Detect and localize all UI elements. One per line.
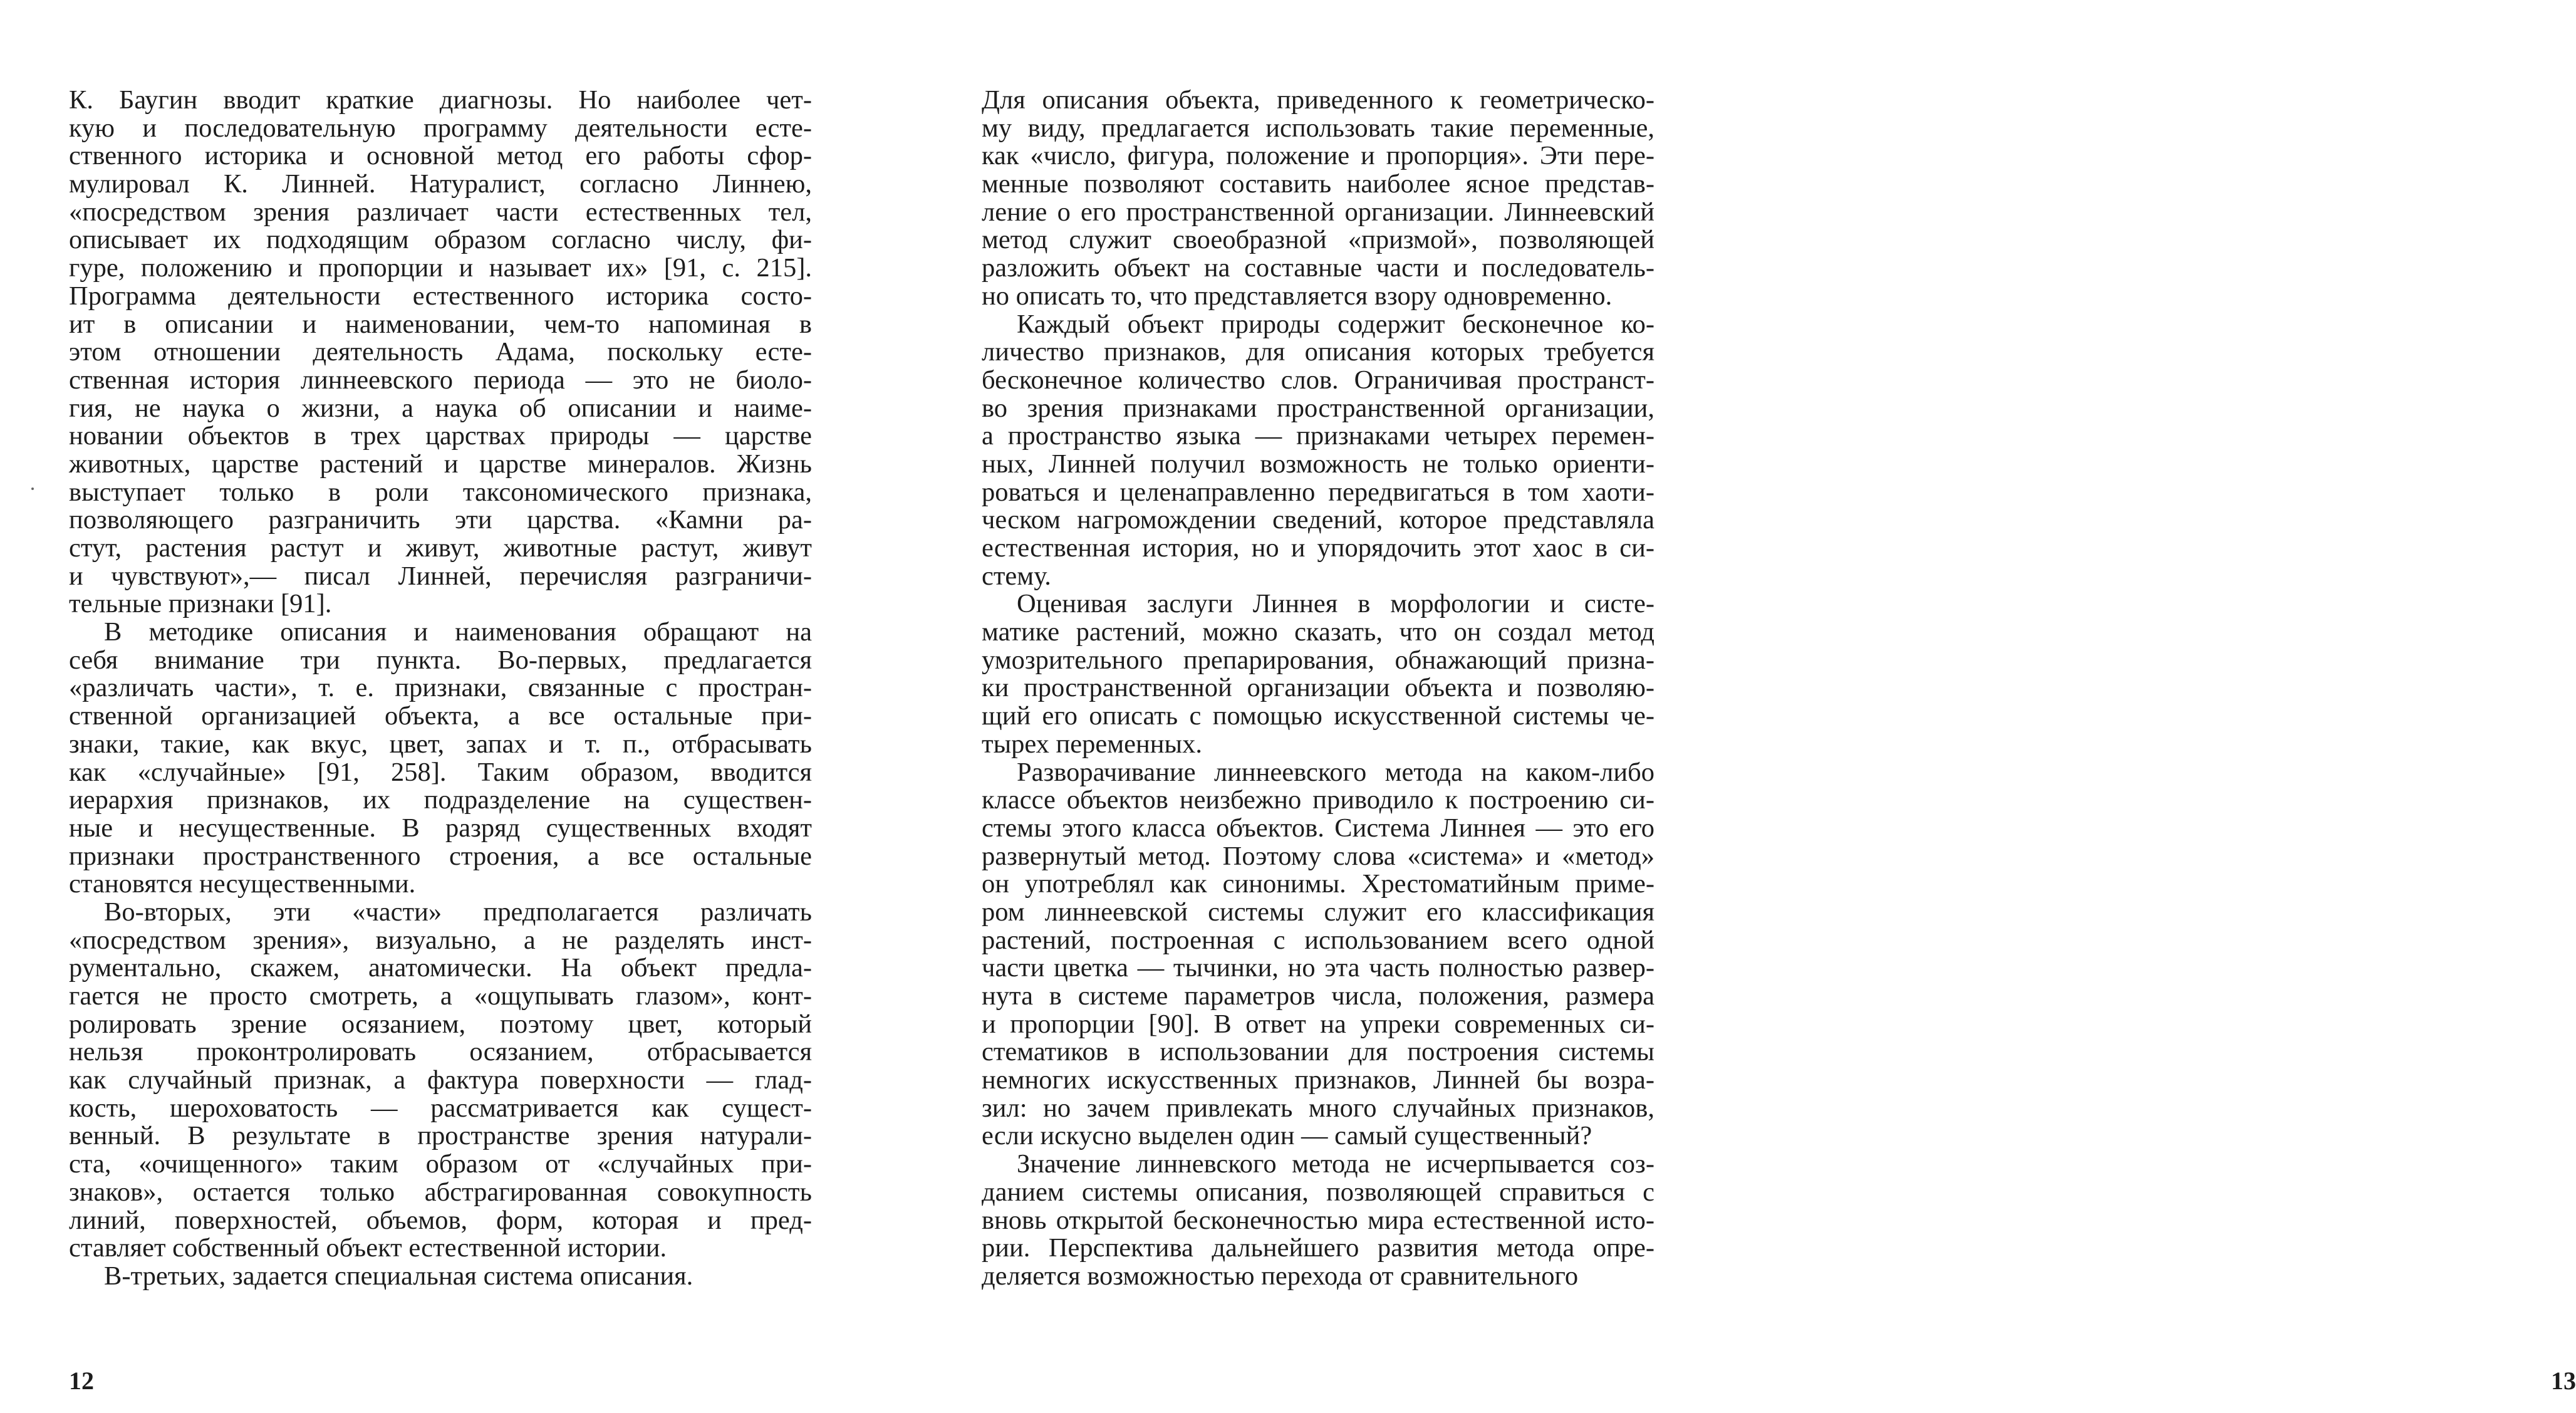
text-line: признаки пространственного строения, а все остальные xyxy=(69,841,812,871)
text-line: и пропорции [90]. В ответ на упреки современных си- xyxy=(982,1009,1654,1039)
text-line: Для описания объекта, приведенного к геометрическо- xyxy=(982,85,1654,115)
text-line: и чувствуют»,— писал Линней, перечисляя разграничи- xyxy=(69,561,812,591)
text-line: знаки, такие, как вкус, цвет, запах и т. п., отбрасывать xyxy=(69,729,812,759)
text-line: ственная история линнеевского периода — это не биоло- xyxy=(69,365,812,395)
text-line: мулировал К. Линней. Натуралист, согласно Линнею, xyxy=(69,169,812,199)
text-line: кость, шероховатость — рассматривается как сущест- xyxy=(69,1093,812,1123)
text-line: ролировать зрение осязанием, поэтому цвет, который xyxy=(69,1009,812,1039)
left-page-number: 12 xyxy=(69,1367,94,1395)
text-line: а пространство языка — признаками четырех перемен- xyxy=(982,421,1654,451)
text-line: линий, поверхностей, объемов, форм, которая и пред- xyxy=(69,1205,812,1235)
text-line: нельзя проконтролировать осязанием, отбрасывается xyxy=(69,1037,812,1067)
text-line: но описать то, что представляется взору одновременно. xyxy=(982,281,1613,311)
right-page-text xyxy=(982,86,1654,1291)
text-line: новании объектов в трех царствах природы — царстве xyxy=(69,421,812,451)
text-line: му виду, предлагается использовать такие переменные, xyxy=(982,113,1654,143)
text-line: ки пространственной организации объекта и позволяю- xyxy=(982,673,1654,703)
text-line: «посредством зрения», визуально, а не разделять инст- xyxy=(69,925,812,955)
text-line: растений, построенная с использованием всего одной xyxy=(982,925,1654,955)
text-line: деляется возможностью перехода от сравнительного xyxy=(982,1261,1579,1291)
text-line: как случайный признак, а фактура поверхности — глад- xyxy=(69,1065,812,1095)
text-line: В-третьих, задается специальная система описания. xyxy=(104,1261,693,1291)
text-line: менные позволяют составить наиболее ясное представ- xyxy=(982,169,1654,199)
text-line: «различать части», т. е. признаки, связанные с простран- xyxy=(69,673,812,703)
text-line: этом отношении деятельность Адама, поскольку есте- xyxy=(69,337,812,367)
text-line: Разворачивание линнеевского метода на каком-либо xyxy=(1017,757,1654,787)
text-line: венный. В результате в пространстве зрения натурали- xyxy=(69,1121,812,1151)
text-line: развернутый метод. Поэтому слова «система» и «метод» xyxy=(982,841,1654,871)
text-line: становятся несущественными. xyxy=(69,869,416,899)
text-line: К. Баугин вводит краткие диагнозы. Но наиболее чет- xyxy=(69,85,812,115)
text-line: стемы этого класса объектов. Система Линнея — это его xyxy=(982,813,1654,843)
text-line: стематиков в использовании для построения системы xyxy=(982,1037,1654,1067)
text-line: ит в описании и наименовании, чем-то напоминая в xyxy=(69,309,812,339)
text-line: как «случайные» [91, 258]. Таким образом, вводится xyxy=(69,757,812,787)
text-line: Каждый объект природы содержит бесконечное ко- xyxy=(1017,309,1654,339)
text-line: тырех переменных. xyxy=(982,729,1202,759)
text-line: ставляет собственный объект естественной истории. xyxy=(69,1233,667,1263)
text-line: гия, не наука о жизни, а наука об описании и наиме- xyxy=(69,393,812,423)
text-line: ление о его пространственной организации. Линнеевский xyxy=(982,197,1654,227)
text-line: он употреблял как синонимы. Хрестоматийным приме- xyxy=(982,869,1654,899)
text-line: умозрительного препарирования, обнажающий призна- xyxy=(982,645,1654,675)
text-line: иерархия признаков, их подразделение на существен- xyxy=(69,785,812,815)
right-page xyxy=(871,0,2576,1413)
text-line: стут, растения растут и живут, животные растут, живут xyxy=(69,533,812,563)
text-line: гуре, положению и пропорции и называет их» [91, с. 215]. xyxy=(69,253,812,283)
text-line: кую и последовательную программу деятельности есте- xyxy=(69,113,812,143)
text-line: данием системы описания, позволяющей справиться с xyxy=(982,1177,1654,1207)
scan-speck xyxy=(31,488,34,490)
text-line: если искусно выделен один — самый существенный? xyxy=(982,1121,1592,1151)
text-line: нута в системе параметров числа, положения, размера xyxy=(982,981,1654,1011)
text-line: гается не просто смотреть, а «ощупывать глазом», конт- xyxy=(69,981,812,1011)
text-line: позволяющего разграничить эти царства. «Камни ра- xyxy=(69,505,812,535)
text-line: как «число, фигура, положение и пропорция». Эти пере- xyxy=(982,141,1654,171)
text-line: животных, царстве растений и царстве минералов. Жизнь xyxy=(69,449,812,479)
text-line: классе объектов неизбежно приводило к построению си- xyxy=(982,785,1654,815)
text-line: Значение линневского метода не исчерпывается соз- xyxy=(1017,1149,1654,1179)
text-line: себя внимание три пункта. Во-первых, предлагается xyxy=(69,645,812,675)
text-line: бесконечное количество слов. Ограничивая пространст- xyxy=(982,365,1654,395)
text-line: Во-вторых, эти «части» предполагается различать xyxy=(104,897,812,927)
left-page xyxy=(0,0,871,1413)
text-line: ственной организацией объекта, а все остальные при- xyxy=(69,701,812,731)
text-line: во зрения признаками пространственной организации, xyxy=(982,393,1654,423)
text-line: описывает их подходящим образом согласно числу, фи- xyxy=(69,225,812,255)
text-line: части цветка — тычинки, но эта часть полностью развер- xyxy=(982,953,1654,983)
text-line: ческом нагромождении сведений, которое представляла xyxy=(982,505,1654,535)
text-line: естественная история, но и упорядочить этот хаос в си- xyxy=(982,533,1654,563)
text-line: «посредством зрения различает части естественных тел, xyxy=(69,197,812,227)
text-line: рии. Перспектива дальнейшего развития метода опре- xyxy=(982,1233,1654,1263)
text-line: ных, Линней получил возможность не только ориенти- xyxy=(982,449,1654,479)
text-line: выступает только в роли таксономического признака, xyxy=(69,477,812,507)
text-line: вновь открытой бесконечностью мира естественной исто- xyxy=(982,1205,1654,1235)
text-line: рументально, скажем, анатомически. На объект предла- xyxy=(69,953,812,983)
text-line: стему. xyxy=(982,561,1051,591)
text-line: ром линнеевской системы служит его классификация xyxy=(982,897,1654,927)
text-line: зил: но зачем привлекать много случайных признаков, xyxy=(982,1093,1654,1123)
text-line: В методике описания и наименования обращают на xyxy=(104,617,812,647)
text-line: знаков», остается только абстрагированная совокупность xyxy=(69,1177,812,1207)
text-line: ста, «очищенного» таким образом от «случайных при- xyxy=(69,1149,812,1179)
text-line: роваться и целенаправленно передвигаться в том хаоти- xyxy=(982,477,1654,507)
text-line: Оценивая заслуги Линнея в морфологии и систе- xyxy=(1017,589,1654,619)
left-page-text xyxy=(69,86,812,1291)
text-line: ные и несущественные. В разряд существенных входят xyxy=(69,813,812,843)
text-line: Программа деятельности естественного историка состо- xyxy=(69,281,812,311)
text-line: матике растений, можно сказать, что он создал метод xyxy=(982,617,1654,647)
text-line: тельные признаки [91]. xyxy=(69,589,332,619)
text-line: ственного историка и основной метод его работы сфор- xyxy=(69,141,812,171)
right-page-number: 13 xyxy=(2551,1367,2576,1395)
text-line: метод служит своеобразной «призмой», позволяющей xyxy=(982,225,1654,255)
text-line: щий его описать с помощью искусственной системы че- xyxy=(982,701,1654,731)
text-line: немногих искусственных признаков, Линней бы возра- xyxy=(982,1065,1654,1095)
text-line: личество признаков, для описания которых требуется xyxy=(982,337,1654,367)
text-line: разложить объект на составные части и последователь- xyxy=(982,253,1654,283)
